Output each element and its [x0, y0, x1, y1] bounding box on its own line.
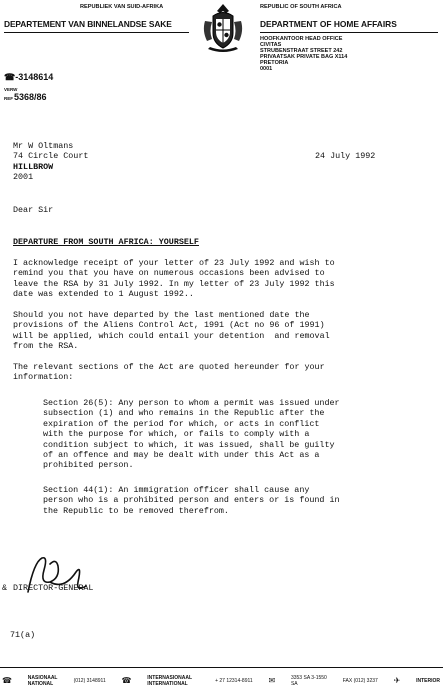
footer-national-label: NASIONAAL NATIONAL	[27, 675, 58, 687]
footer-telex: 3353 SA 3-1550 SA	[290, 675, 327, 687]
recipient-street: 74 Circle Court	[13, 151, 89, 162]
header-right-department: DEPARTMENT OF HOME AFFAIRS	[260, 19, 397, 29]
salutation: Dear Sir	[13, 205, 54, 215]
address-line: STRUBENSTRAAT STREET 242	[260, 48, 343, 54]
recipient-address	[13, 141, 88, 183]
footer-fax: FAX (012) 3237	[342, 678, 378, 684]
phone-icon: ☎	[2, 676, 12, 685]
subject-line: DEPARTURE FROM SOUTH AFRICA: YOURSELF	[13, 237, 199, 247]
phone-number: ☎-3148614	[4, 72, 54, 82]
header-left-rule	[4, 32, 189, 33]
address-line: PRIVAATSAK PRIVATE BAG X114	[260, 54, 348, 60]
telegram-icon: ✈	[393, 676, 401, 685]
body-paragraph: Should you not have departed by the last mentioned date the provisions of the Aliens Control Act, 1991 (Act no 96 of 1991) will be applied, which could entail your detention and removal from the RSA.	[13, 310, 330, 352]
body-paragraph: I acknowledge receipt of your letter of 23 July 1992 and wish to remind you that you have on numerous occasions been advised to leave the RSA by 31 July 1992. In my letter of 23 July 1992 this date was extended to 1 August 1992..	[13, 258, 335, 300]
footer-contact-bar	[2, 675, 440, 687]
body-paragraph: The relevant sections of the Act are quoted hereunder for your information:	[13, 362, 325, 383]
form-code: 71(a)	[10, 630, 36, 640]
recipient-name: Mr W Oltmans	[13, 141, 74, 151]
signature-prefix: &	[2, 583, 8, 593]
footer-international-number: + 27 12314-8911	[215, 678, 253, 684]
letter-date: 24 July 1992	[315, 151, 376, 161]
address-line: CIVITAS	[260, 42, 282, 48]
telex-icon: ✉	[268, 676, 276, 685]
header-right-country: REPUBLIC OF SOUTH AFRICA	[260, 4, 342, 10]
footer-international-label: INTERNASIONAAL INTERNATIONAL	[147, 675, 192, 687]
recipient-suburb: HILLBROW	[13, 161, 54, 172]
header-left-country: REPUBLIEK VAN SUID-AFRIKA	[80, 4, 164, 10]
signature-title: DIRECTOR-GENERAL	[13, 583, 94, 593]
ref-number: 5368/86	[14, 92, 47, 102]
section-quote-26-5: Section 26(5): Any person to whom a permit was issued under subsection (1) and who remains in the Republic after the expiration of the period for which, or acts in conflict with the purpose for which, or fails to comply with a condition subject to which, it was issued, shall be guilty of an offence and may be dealt with under this Act as a prohibited person.	[43, 398, 340, 471]
header-right-address	[260, 36, 347, 72]
reference-block	[4, 87, 47, 102]
ref-label: REF	[4, 96, 13, 101]
section-quote-44-1: Section 44(1): An immigration officer shall cause any person who is a prohibited person and enters or is found in the Republic to be removed therefrom.	[43, 485, 340, 516]
verw-label: VERW	[4, 87, 18, 92]
recipient-postcode: 2001	[13, 172, 34, 183]
footer-national-number: (012) 3148911	[73, 678, 106, 684]
footer-interior: INTERIOR	[416, 678, 440, 684]
header-left-department: DEPARTEMENT VAN BINNELANDSE SAKE	[4, 19, 172, 29]
header-right-rule	[260, 32, 438, 33]
address-line: HOOFKANTOOR HEAD OFFICE	[260, 36, 343, 42]
address-line: PRETORIA	[260, 60, 289, 66]
footer-rule	[0, 667, 443, 668]
phone-icon: ☎	[121, 676, 132, 685]
address-line: 0001	[260, 66, 273, 72]
coat-of-arms-emblem	[199, 1, 247, 55]
